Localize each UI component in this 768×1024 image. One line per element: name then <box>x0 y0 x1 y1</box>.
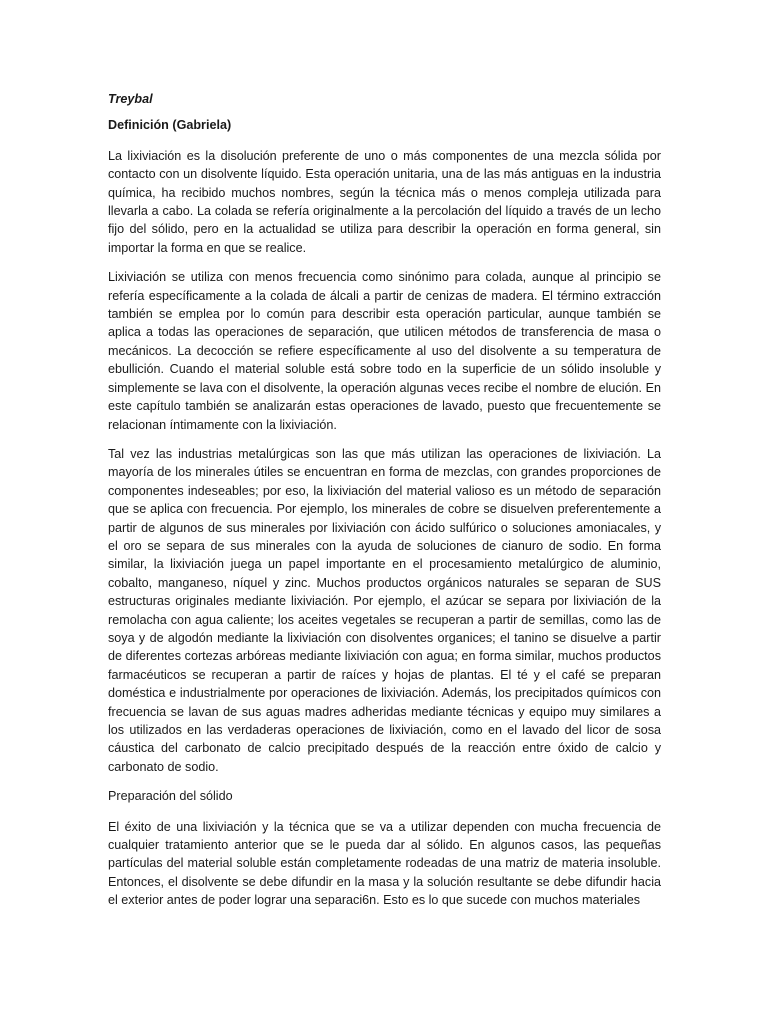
document-title: Treybal <box>108 92 153 106</box>
paragraph-2: Lixiviación se utiliza con menos frecuencia como sinónimo para colada, aunque al principio se refería específicamente a la colada de álcali a partir de cenizas de madera. El término extracción también se emplea por lo común para describir esta operación particular, aunque también se aplica a todas las operaciones de separación, que utilicen métodos de transferencia de masa o mecánicos. La decocción se refiere específicamente al uso del disolvente a su temperatura de ebullición. Cuando el material soluble está sobre todo en la superficie de un sólido insoluble y simplemente se lava con el disolvente, la operación algunas veces recibe el nombre de elución. En este capítulo también se analizarán estas operaciones de lavado, puesto que frecuentemente se relacionan íntimamente con la lixiviación. <box>108 270 661 432</box>
section-heading: Definición (Gabriela) <box>108 118 232 133</box>
document-page <box>108 90 661 910</box>
subsection-heading: Preparación del sólido <box>108 789 233 804</box>
paragraph-1: La lixiviación es la disolución preferente de uno o más componentes de una mezcla sólida por contacto con un disolvente líquido. Esta operación unitaria, una de las más antiguas en la industria química, ha recibido muchos nombres, según la técnica más o menos compleja utilizada para llevarla a cabo. La colada se refería originalmente a la percolación del líquido a través de un lecho fijo del sólido, pero en la actualidad se utiliza para describir la operación en forma general, sin importar la forma en que se realice. <box>108 148 661 255</box>
paragraph-4: El éxito de una lixiviación y la técnica que se va a utilizar dependen con mucha frecuencia de cualquier tratamiento anterior que se le pueda dar al sólido. En algunos casos, las pequeñas partículas del material soluble están completamente rodeadas de una matriz de materia insoluble. Entonces, el disolvente se debe difundir en la masa y la solución resultante se debe difundir hacia el exterior antes de poder lograr una separaci6n. Esto es lo que sucede con muchos materiales <box>108 819 661 908</box>
paragraph-3: Tal vez las industrias metalúrgicas son las que más utilizan las operaciones de lixiviación. La mayoría de los minerales útiles se encuentran en forma de mezclas, con grandes proporciones de componentes indeseables; por eso, la lixiviación del material valioso es un método de separación que se aplica con frecuencia. Por ejemplo, los minerales de cobre se disuelven preferentemente a partir de algunos de sus minerales por lixiviación con ácido sulfúrico o soluciones amoniacales, y el oro se separa de sus minerales con la ayuda de soluciones de cianuro de sodio. En forma similar, la lixiviación juega un papel importante en el procesamiento metalúrgico de aluminio, cobalto, manganeso, níquel y zinc. Muchos productos orgánicos naturales se separan de SUS estructuras originales mediante lixiviación. Por ejemplo, el azúcar se separa por lixiviación de la remolacha con agua caliente; los aceites vegetales se recuperan a partir de semillas, como las de soya y de algodón mediante la lixiviación con disolventes organices; el tanino se disuelve a partir de diferentes cortezas arbóreas mediante lixiviación con agua; en forma similar, muchos productos farmacéuticos se recuperan a partir de raíces y hojas de plantas. El té y el café se preparan doméstica e industrialmente por operaciones de lixiviación. Además, los precipitados químicos con frecuencia se lavan de sus aguas madres adheridas mediante técnicas y equipo muy similares a los utilizados en las verdaderas operaciones de lixiviación, como en el lavado del licor de sosa cáustica del carbonato de calcio precipitado después de la reacción entre óxido de calcio y carbonato de sodio. <box>108 446 661 774</box>
